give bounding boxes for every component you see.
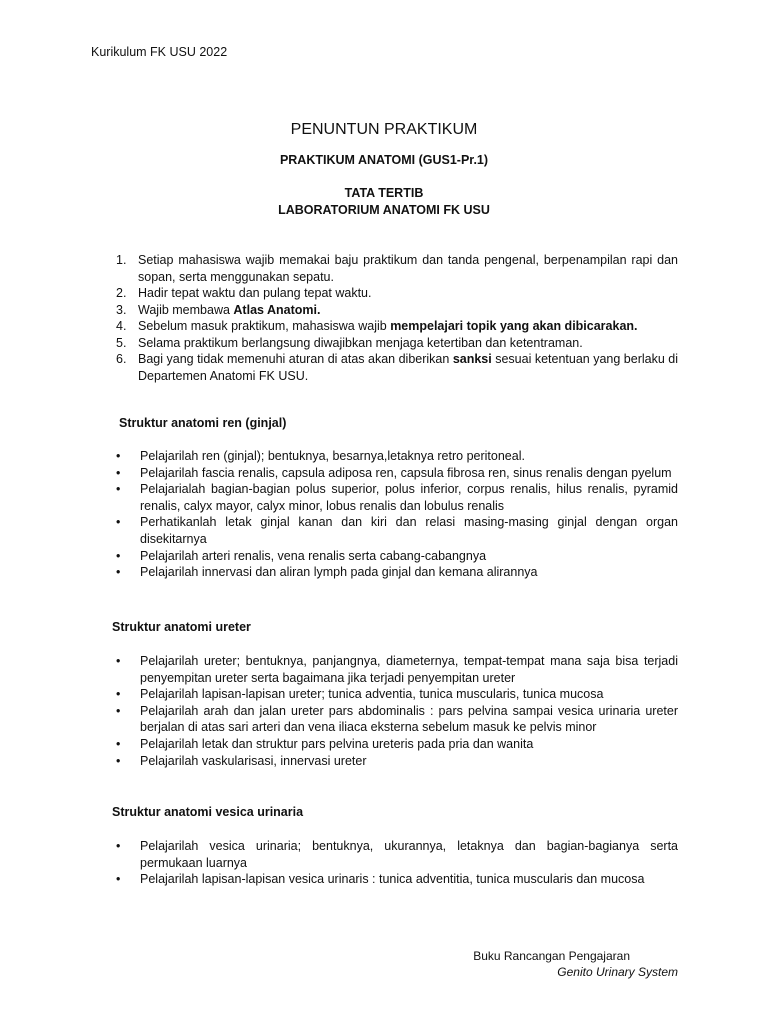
list-item: • Pelajarilah innervasi dan aliran lymph pada ginjal dan kemana alirannya <box>116 565 538 580</box>
bullet-icon: • <box>116 465 121 480</box>
section-title-ren: Struktur anatomi ren (ginjal) <box>119 416 287 430</box>
list-item: • Pelajarilah ren (ginjal); bentuknya, besarnya,letaknya retro peritoneal. <box>116 449 525 463</box>
list-item: • Pelajarialah bagian-bagian polus superior, polus inferior, corpus renalis, hilus renalis, pyramid renalis, calyx mayor, calyx minor, lobus renalis dan lobulus renalis <box>116 482 678 513</box>
rule-number: 6. <box>116 352 127 366</box>
bullet-icon: • <box>116 515 121 530</box>
section-title-vesica: Struktur anatomi vesica urinaria <box>112 805 304 819</box>
list-item: • Pelajarilah arah dan jalan ureter pars abdominalis : pars pelvina sampai vesica urinaria ureter berjalan di atas sari arteri dan vena iliaca eksterna sebelum masuk ke pelvis minor <box>116 703 678 735</box>
list-item: • Pelajarilah vaskularisasi, innervasi ureter <box>116 753 367 768</box>
ureter-list <box>116 653 678 769</box>
list-item: • Pelajarilah lapisan-lapisan ureter; tunica adventia, tunica muscularis, tunica mucosa <box>116 687 604 702</box>
bullet-icon: • <box>116 736 121 751</box>
rules-subheading: LABORATORIUM ANATOMI FK USU <box>278 203 490 217</box>
running-footer-title: Buku Rancangan Pengajaran <box>473 949 630 963</box>
rule-text: Hadir tepat waktu dan pulang tepat waktu. <box>138 286 372 300</box>
rule-number: 1. <box>116 253 127 267</box>
list-item: • Pelajarilah letak dan struktur pars pelvina ureteris pada pria dan wanita <box>116 736 534 751</box>
bullet-icon: • <box>116 687 121 702</box>
running-footer-subtitle: Genito Urinary System <box>557 965 678 979</box>
rule-text: Setiap mahasiswa wajib memakai baju praktikum dan tanda pengenal, berpenampilan rapi dan sopan, serta menggunakan sepatu. <box>138 253 678 284</box>
rule-text-tail: sesuai ketentuan yang berlaku di Departemen Anatomi FK USU. <box>138 352 678 383</box>
rule-item <box>116 252 678 285</box>
rule-number: 3. <box>116 302 127 317</box>
running-header: Kurikulum FK USU 2022 <box>91 45 228 59</box>
rule-item <box>116 302 678 319</box>
bullet-icon: • <box>116 449 121 463</box>
bullet-icon: • <box>116 703 121 718</box>
bullet-icon: • <box>116 839 121 853</box>
rule-number: 4. <box>116 319 127 333</box>
ren-list <box>116 448 678 581</box>
rule-text: Wajib membawa <box>138 302 234 317</box>
bullet-icon: • <box>116 654 121 668</box>
section-title-ureter: Struktur anatomi ureter <box>112 620 251 634</box>
rule-text: Selama praktikum berlangsung diwajibkan menjaga ketertiban dan ketentraman. <box>138 335 583 350</box>
list-item: • Pelajarilah arteri renalis, vena renalis serta cabang-cabangnya <box>116 548 487 563</box>
list-item: • Pelajarilah ureter; bentuknya, panjangnya, diameternya, tempat-tempat mana saja bisa terjadi penyempitan ureter serta bagaimana jika terjadi penyempitan ureter <box>116 654 678 685</box>
list-item: • Pelajarilah lapisan-lapisan vesica urinaris : tunica adventitia, tunica muscularis dan mucosa <box>116 872 645 887</box>
list-item: • Pelajarilah vesica urinaria; bentuknya, ukurannya, letaknya dan bagian-bagianya serta permukaan luarnya <box>116 839 678 870</box>
rule-emphasis: mempelajari topik yang akan dibicarakan. <box>390 319 638 333</box>
rule-number: 5. <box>116 335 127 350</box>
list-item: • Perhatikanlah letak ginjal kanan dan kiri dan relasi masing-masing ginjal dengan organ disekitarnya <box>116 515 678 546</box>
document-subtitle: PRAKTIKUM ANATOMI (GUS1-Pr.1) <box>279 153 489 167</box>
rule-item <box>116 318 678 335</box>
bullet-icon: • <box>116 482 121 497</box>
document-title: PENUNTUN PRAKTIKUM <box>290 121 478 138</box>
bullet-icon: • <box>116 753 121 768</box>
rule-item <box>116 335 678 352</box>
rule-item <box>116 285 678 302</box>
rules-list <box>116 252 678 384</box>
rule-number: 2. <box>116 286 127 300</box>
rules-heading: TATA TERTIB <box>344 186 424 200</box>
bullet-icon: • <box>116 565 121 580</box>
rule-text: Sebelum masuk praktikum, mahasiswa wajib <box>138 319 391 333</box>
rule-item <box>116 351 678 384</box>
rule-emphasis: Atlas Anatomi. <box>233 302 321 317</box>
rule-text: Bagi yang tidak memenuhi aturan di atas akan diberikan <box>138 352 453 366</box>
vesica-list <box>116 838 678 888</box>
bullet-icon: • <box>116 872 121 887</box>
list-item: • Pelajarilah fascia renalis, capsula adiposa ren, capsula fibrosa ren, sinus renalis dengan pyelum <box>116 465 672 480</box>
bullet-icon: • <box>116 548 121 563</box>
rule-emphasis: sanksi <box>452 352 492 366</box>
